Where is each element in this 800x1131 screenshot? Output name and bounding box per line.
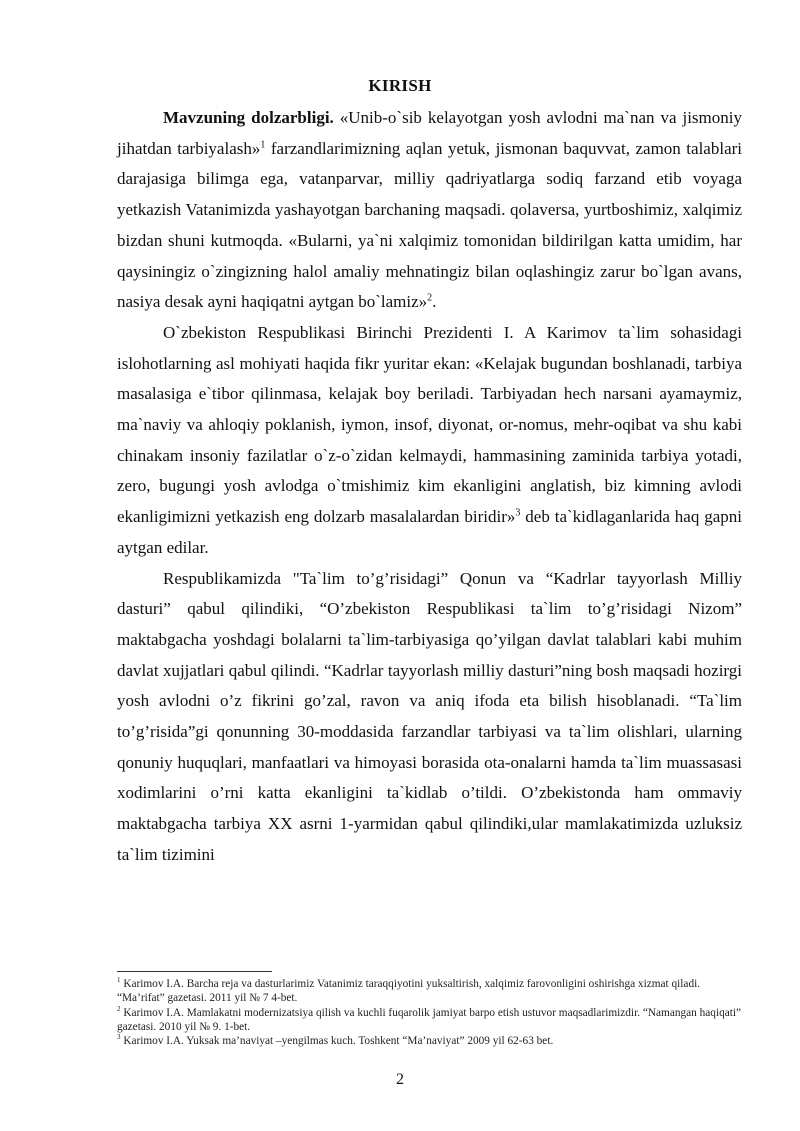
- paragraph-text: deb ta`kidlaganlarida haq gapni aytgan edilar.: [117, 507, 743, 557]
- footnote-number: 2: [117, 1004, 121, 1013]
- page-number: 2: [396, 1071, 404, 1088]
- page-title: KIRISH: [368, 76, 432, 95]
- paragraph-lead: Mavzuning dolzarbligi.: [163, 108, 334, 127]
- footnote-2: [117, 1006, 742, 1035]
- paragraph-3: [117, 564, 742, 871]
- footnote-ref-2[interactable]: 2: [427, 292, 433, 304]
- footnote-text: Karimov I.A. Yuksak ma’naviyat –yengilmas kuch. Toshkent “Ma’naviyat” 2009 yil 62-63 bet.: [120, 1035, 554, 1048]
- paragraph-2: [117, 318, 742, 564]
- paragraph-text: «Unib-o`sib kelayotgan yosh avlodni ma`nan va jismoniy jihatdan tarbiyalash»: [117, 108, 742, 158]
- paragraph-text: Respublikamizda "Ta`lim to’g’risidagi” Qonun va “Kadrlar tayyorlash Milliy dasturi” qabul qilindiki, “O’zbekiston Respublikasi ta`lim to’g’risidagi Nizom” maktabgacha yoshdagi bolalarni ta`lim-tarbiyasiga qo’yilgan davlat talablari kabi muhim davlat xujjatlari qabul qilindi. “Kadrlar tayyorlash milliy dasturi”ning bosh maqsadi hozirgi yosh avlodni o’z fikrini go’zal, ravon va aniq ifoda eta bilish hisoblanadi. “Ta`lim to’g’risida”gi qonunning 30-moddasida farzandlar tarbiyasi va ta`lim olishlari, ularning qonuniy huquqlari, manfaatlari va himoyasi borasida ota-onalarni hamda ta`lim muassasasi xodimlarini o’rni katta ekanligini ta`kidlab o’tildi. O’zbekistonda ham ommaviy maktabgacha tarbiya XX asrni 1-yarmidan qabul qilindiki,ular mamlakatimizda uzluksiz ta`lim tizimini: [117, 568, 742, 864]
- paragraph-text: .: [432, 292, 437, 312]
- paragraph-text: O`zbekiston Respublikasi Birinchi Prezidenti I. A Karimov ta`lim sohasidagi islohotlarning asl mohiyati haqida fikr yuritar ekan: «Kelajak bugundan boshlanadi, tarbiya masalasiga e`tibor qilinmasa, kelajak boy beriladi. Tarbiyadan hech narsani ayamaymiz, ma`naviy va ahloqiy poklanish, iymon, insof, diyonat, or-nomus, mehr-oqibat va shu kabi chinakam insoniy fazilatlar o`z-o`zidan kelmaydi, hammasining zaminida tarbiya yotadi, zero, bugungi yosh avlodga o`tmishimiz kim ekanligini anglatish, biz kimning avlodi ekanligimizni yetkazish eng dolzarb masalalardan biridir»: [117, 322, 742, 527]
- footnote-3: [117, 1034, 742, 1048]
- footnote-ref-1[interactable]: 1: [260, 139, 266, 151]
- footnote-number: 1: [117, 976, 121, 985]
- body-text: [117, 103, 742, 871]
- paragraph-1: [117, 103, 742, 318]
- footnote-text: Karimov I.A. Mamlakatni modernizatsiya qilish va kuchli fuqarolik jamiyat barpo etish ustuvor maqsadlarimizdir. “Namangan haqiqati” gazetasi. 2010 yil № 9. 1-bet.: [117, 1006, 742, 1033]
- footnote-ref-3[interactable]: 3: [515, 507, 521, 519]
- footnote-number: 3: [117, 1033, 121, 1042]
- footnote-separator: [117, 971, 272, 972]
- footnote-1: [117, 977, 742, 1006]
- footnotes: [117, 977, 742, 1048]
- paragraph-text: farzandlarimizning aqlan yetuk, jismonan baquvvat, zamon talablari darajasiga bilimga ega, vatanparvar, milliy qadriyatlarga sodiq farzand etib voyaga yetkazish Vatanimizda yashayotgan barchaning maqsadi. qolaversa, yurtboshimiz, xalqimiz bizdan shuni kutmoqda. «Bularni, ya`ni xalqimiz tomonidan bildirilgan katta umidim, har qaysiningiz o`zingizning halol amaliy mehnatingiz bilan oqlashingiz zarur bo`lgan avans, nasiya desak ayni haqiqatni aytgan bo`lamiz»: [117, 138, 742, 312]
- footnote-text: Karimov I.A. Barcha reja va dasturlarimiz Vatanimiz taraqqiyotini yuksaltirish, xalqimiz farovonligini oshirishga xizmat qiladi. “Ma’rifat” gazetasi. 2011 yil № 7 4-bet.: [117, 978, 701, 1005]
